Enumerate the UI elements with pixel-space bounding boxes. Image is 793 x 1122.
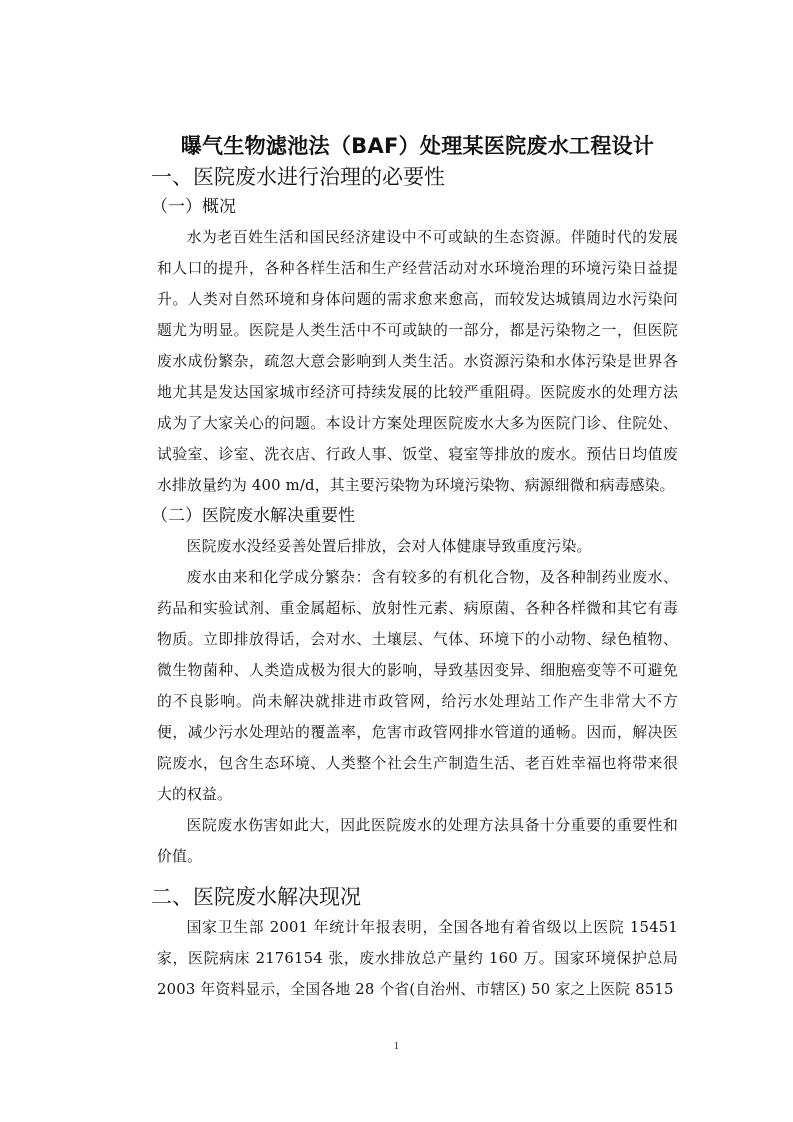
paragraph-importance-2: 废水由来和化学成分繁杂：含有较多的有机化合物，及各种制药业废水、药品和实验试剂、重金属超标、放射性元素、病原菌、各种各样微和其它有毒物质。立即排放得话，会对水、土壤层、气体、环境下的小动物、绿色植物、微生物菌种、人类造成极为很大的影响，导致基因变异、细胞癌变等不可避免的不良影响。尚未解决就排进市政管网，给污水处理站工作产生非常大不方便，减少污水处理站的覆盖率，危害市政管网排水管道的通畅。因而，解决医院废水，包含生态环境、人类整个社会生产制造生活、老百姓幸福也将带来很大的权益。: [157, 569, 678, 803]
subsection-heading-importance: （二）医院废水解决重要性: [151, 506, 355, 526]
section-heading-status: 二、医院废水解决现况: [151, 885, 361, 909]
paragraph-status: 国家卫生部 2001 年统计年报表明，全国各地有着省级以上医院 15451 家，医院病床 2176154 张，废水排放总产量约 160 万。国家环境保护总局 2003 年资料显示，全国各地 28 个省(自治州、市辖区) 50 家之上医院 8515: [157, 919, 678, 998]
document-body: [151, 130, 678, 1005]
section-heading-necessity: 一、医院废水进行治理的必要性: [151, 165, 445, 189]
paragraph-overview: 水为老百姓生活和国民经济建设中不可或缺的生态资源。伴随时代的发展和人口的提升，各种各样生活和生产经营活动对水环境治理的环境污染日益提升。人类对自然环境和身体问题的需求愈来愈高，而较发达城镇周边水污染问题尤为明显。医院是人类生活中不可或缺的一部分，都是污染物之一，但医院废水成份繁杂，疏忽大意会影响到人类生活。水资源污染和水体污染是世界各地尤其是发达国家城市经济可持续发展的比较严重阻碍。医院废水的处理方法成为了大家关心的问题。本设计方案处理医院废水大多为医院门诊、住院处、试验室、诊室、洗衣店、行政人事、饭堂、寝室等排放的废水。预估日均值废水排放量约为 400 m/d，其主要污染物为环境污染物、病源细微和病毒感染。: [157, 229, 678, 494]
paragraph-importance-1: 医院废水没经妥善处置后排放，会对人体健康导致重度污染。: [186, 538, 592, 555]
paragraph-importance-3: 医院废水伤害如此大，因此医院废水的处理方法具备十分重要的重要性和价值。: [157, 817, 678, 865]
page-number: 1: [394, 1041, 399, 1052]
subsection-heading-overview: （一）概况: [151, 197, 236, 217]
document-title: 曝气生物滤池法（BAF）处理某医院废水工程设计: [180, 134, 655, 158]
